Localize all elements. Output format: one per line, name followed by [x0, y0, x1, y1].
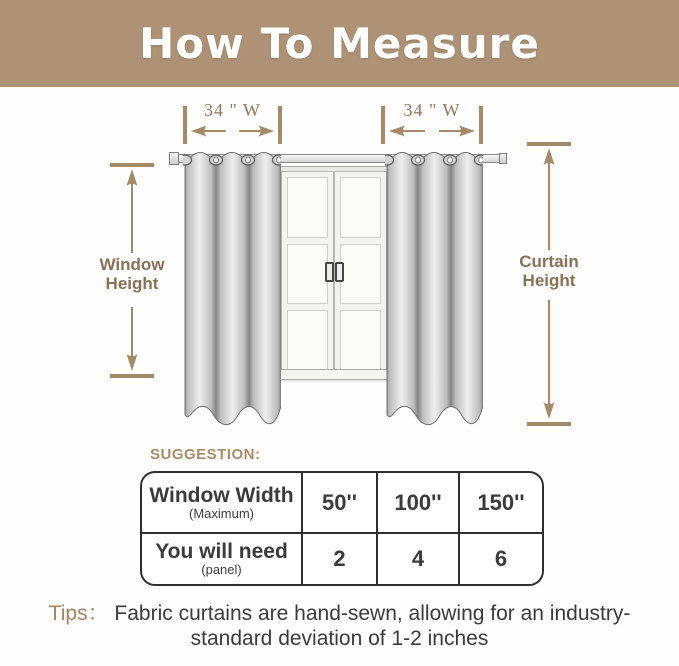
- table-header-cell: Window Width (Maximum): [142, 473, 303, 534]
- table-value-cell: 2: [303, 534, 378, 584]
- measure-cap: [110, 163, 154, 167]
- double-arrow-icon: [388, 124, 476, 138]
- arrow-up-icon: [124, 169, 140, 253]
- window: [277, 166, 391, 378]
- measure-tick: [381, 106, 385, 144]
- window-mullion: [287, 303, 328, 311]
- curtain-panel-right: [385, 144, 483, 434]
- measure-cap: [527, 422, 571, 426]
- rod-end-cap: [169, 152, 179, 165]
- measure-diagram: [0, 87, 679, 442]
- width-measure-left: [183, 100, 282, 148]
- table-value-cell: 6: [494, 546, 508, 571]
- arrow-down-icon: [124, 307, 140, 371]
- double-arrow-icon: [190, 124, 275, 138]
- title-banner: [0, 0, 679, 87]
- window-sill: [271, 369, 397, 380]
- window-height-label: Window Height: [99, 255, 165, 293]
- tips-note: [40, 601, 639, 651]
- curtain-height-label: Curtain Height: [519, 252, 579, 290]
- panel-suggestion-table: [140, 471, 544, 586]
- tips-label: Tips：: [48, 602, 109, 625]
- page-title: How To Measure: [139, 19, 540, 68]
- arrow-up-icon: [541, 148, 557, 250]
- curtain-panel-left: [183, 144, 281, 434]
- rod-end-cap: [499, 153, 507, 164]
- window-mullion: [287, 237, 328, 245]
- measure-cap: [527, 142, 571, 146]
- table-value-cell: 100'': [378, 473, 460, 534]
- tips-text: Fabric curtains are hand-sewn, allowing for an industry-standard deviation of 1-2 inches: [114, 602, 631, 650]
- arrow-down-icon: [541, 300, 557, 419]
- window-mullion: [340, 237, 381, 245]
- table-value-cell: 4: [378, 534, 460, 584]
- table-header-cell: You will need (panel): [142, 534, 303, 584]
- width-value-label: 34 " W: [203, 100, 261, 120]
- window-handle: [325, 262, 334, 282]
- width-value-label: 34 " W: [403, 100, 461, 120]
- measure-tick: [278, 106, 282, 144]
- table-value-cell: 150'': [460, 473, 542, 534]
- suggestion-label: SUGGESTION:: [150, 446, 261, 463]
- window-mullion: [340, 303, 381, 311]
- window-handle: [335, 262, 344, 282]
- table-value-cell: 50'': [303, 473, 378, 534]
- measure-tick: [183, 106, 187, 144]
- width-measure-right: [381, 100, 483, 148]
- measure-cap: [110, 374, 154, 378]
- measure-tick: [479, 106, 483, 144]
